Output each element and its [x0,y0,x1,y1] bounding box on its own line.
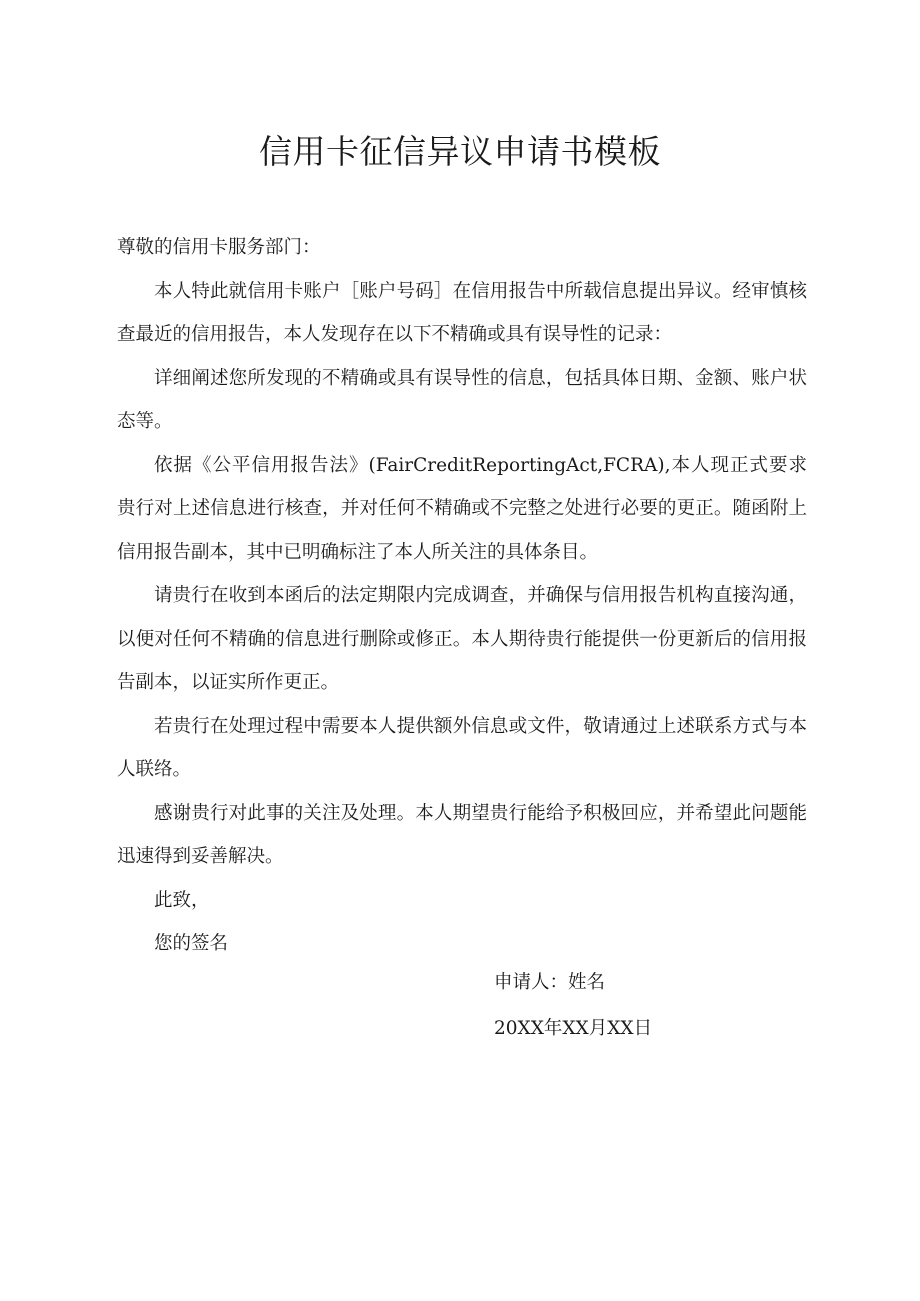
date: 20XX年XX月XX日 [494,1017,653,1039]
signature-block [494,961,652,1050]
paragraph-contact: 若贵行在处理过程中需要本人提供额外信息或文件，敬请通过上述联系方式与本人联络。 [117,715,807,780]
document-title: 信用卡征信异议申请书模板 [259,132,661,171]
paragraph-legal-request: 依据《公平信用报告法》(FairCreditReportingAct,FCRA),本人现正式要求贵行对上述信息进行核查，并对任何不精确或不完整之处进行必要的更正。随函附上信用报告副本，其中已明确标注了本人所关注的具体条目。 [117,454,807,563]
closing: 此致， [154,889,210,911]
paragraph-details: 详细阐述您所发现的不精确或具有误导性的信息，包括具体日期、金额、账户状态等。 [117,367,807,432]
signature-line: 您的签名 [154,933,229,954]
applicant-name: 申请人：姓名 [494,972,606,993]
salutation: 尊敬的信用卡服务部门： [117,237,321,258]
paragraph-investigation: 请贵行在收到本函后的法定期限内完成调查，并确保与信用报告机构直接沟通，以便对任何不精确的信息进行删除或修正。本人期待贵行能提供一份更新后的信用报告副本，以证实所作更正。 [117,585,807,693]
paragraph-thanks: 感谢贵行对此事的关注及处理。本人期望贵行能给予积极回应，并希望此问题能迅速得到妥善解决。 [117,802,807,867]
paragraph-dispute-statement: 本人特此就信用卡账户［账户号码］在信用报告中所载信息提出异议。经审慎核查最近的信用报告，本人发现存在以下不精确或具有误导性的记录： [117,280,807,345]
letter-body [117,226,807,966]
